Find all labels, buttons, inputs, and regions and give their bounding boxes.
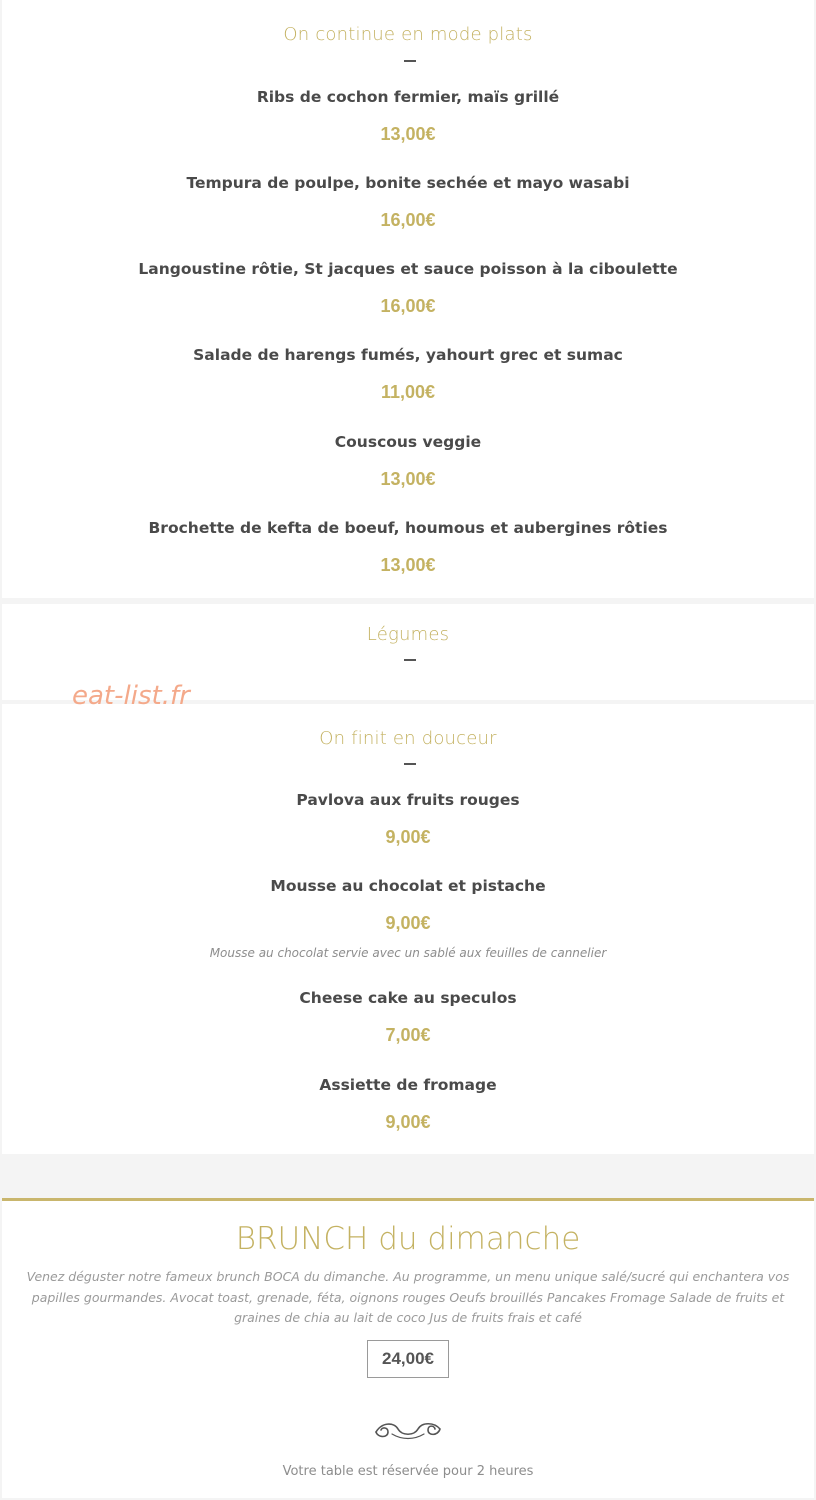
section-title-legumes[interactable]: Légumes xyxy=(366,624,450,645)
menu-item-name: Cheese cake au speculos xyxy=(299,989,517,1007)
menu-item-description: Mousse au chocolat servie avec un sablé aux feuilles de cannelier xyxy=(209,946,607,960)
flourish-ornament-icon xyxy=(372,1416,444,1442)
menu-section-desserts xyxy=(2,704,814,1154)
menu-item-name: Mousse au chocolat et pistache xyxy=(270,877,546,895)
menu-item-price: 16,00€ xyxy=(380,296,436,316)
menu-item-name: Couscous veggie xyxy=(334,433,482,451)
menu-item-price: 9,00€ xyxy=(385,1112,431,1132)
reservation-note: Votre table est réservée pour 2 heures xyxy=(282,1464,534,1479)
menu-item-price: 16,00€ xyxy=(380,210,436,230)
menu-item-price: 9,00€ xyxy=(385,913,431,933)
menu-item-name: Ribs de cochon fermier, maïs grillé xyxy=(256,88,560,106)
menu-item-name: Pavlova aux fruits rouges xyxy=(296,791,520,809)
menu-item-price: 13,00€ xyxy=(380,124,436,144)
menu-item-name: Assiette de fromage xyxy=(319,1076,497,1094)
brunch-description: Venez déguster notre fameux brunch BOCA du dimanche. Au programme, un menu unique salé/sucré qui enchantera vos papilles gourmandes. Avocat toast, grenade, féta, oignons rouges Oeufs brouillés Pancakes Fromage Salade de fruits et graines de chia au lait de coco Jus de fruits frais et café xyxy=(26,1269,790,1325)
menu-section-plats xyxy=(2,0,814,598)
menu-item-price: 13,00€ xyxy=(380,555,436,575)
menu-item-name: Salade de harengs fumés, yahourt grec et sumac xyxy=(193,346,623,364)
brunch-section xyxy=(2,1198,814,1498)
section-divider xyxy=(404,659,416,661)
menu-item-price: 11,00€ xyxy=(380,382,436,402)
menu-item-name: Tempura de poulpe, bonite sechée et mayo wasabi xyxy=(186,174,630,192)
section-title-plats: On continue en mode plats xyxy=(283,24,533,45)
section-title-desserts: On finit en douceur xyxy=(319,728,497,749)
brunch-price-badge: 24,00€ xyxy=(367,1340,449,1378)
menu-item-price: 13,00€ xyxy=(380,469,436,489)
section-divider xyxy=(404,60,416,62)
menu-item-name: Brochette de kefta de boeuf, houmous et aubergines rôties xyxy=(148,519,668,537)
menu-item-name: Langoustine rôtie, St jacques et sauce poisson à la ciboulette xyxy=(138,260,678,278)
watermark: eat-list.fr xyxy=(72,681,190,711)
menu-item-price: 9,00€ xyxy=(385,827,431,847)
brunch-title: BRUNCH du dimanche xyxy=(235,1221,581,1257)
section-divider xyxy=(404,763,416,765)
menu-item-price: 7,00€ xyxy=(385,1025,431,1045)
